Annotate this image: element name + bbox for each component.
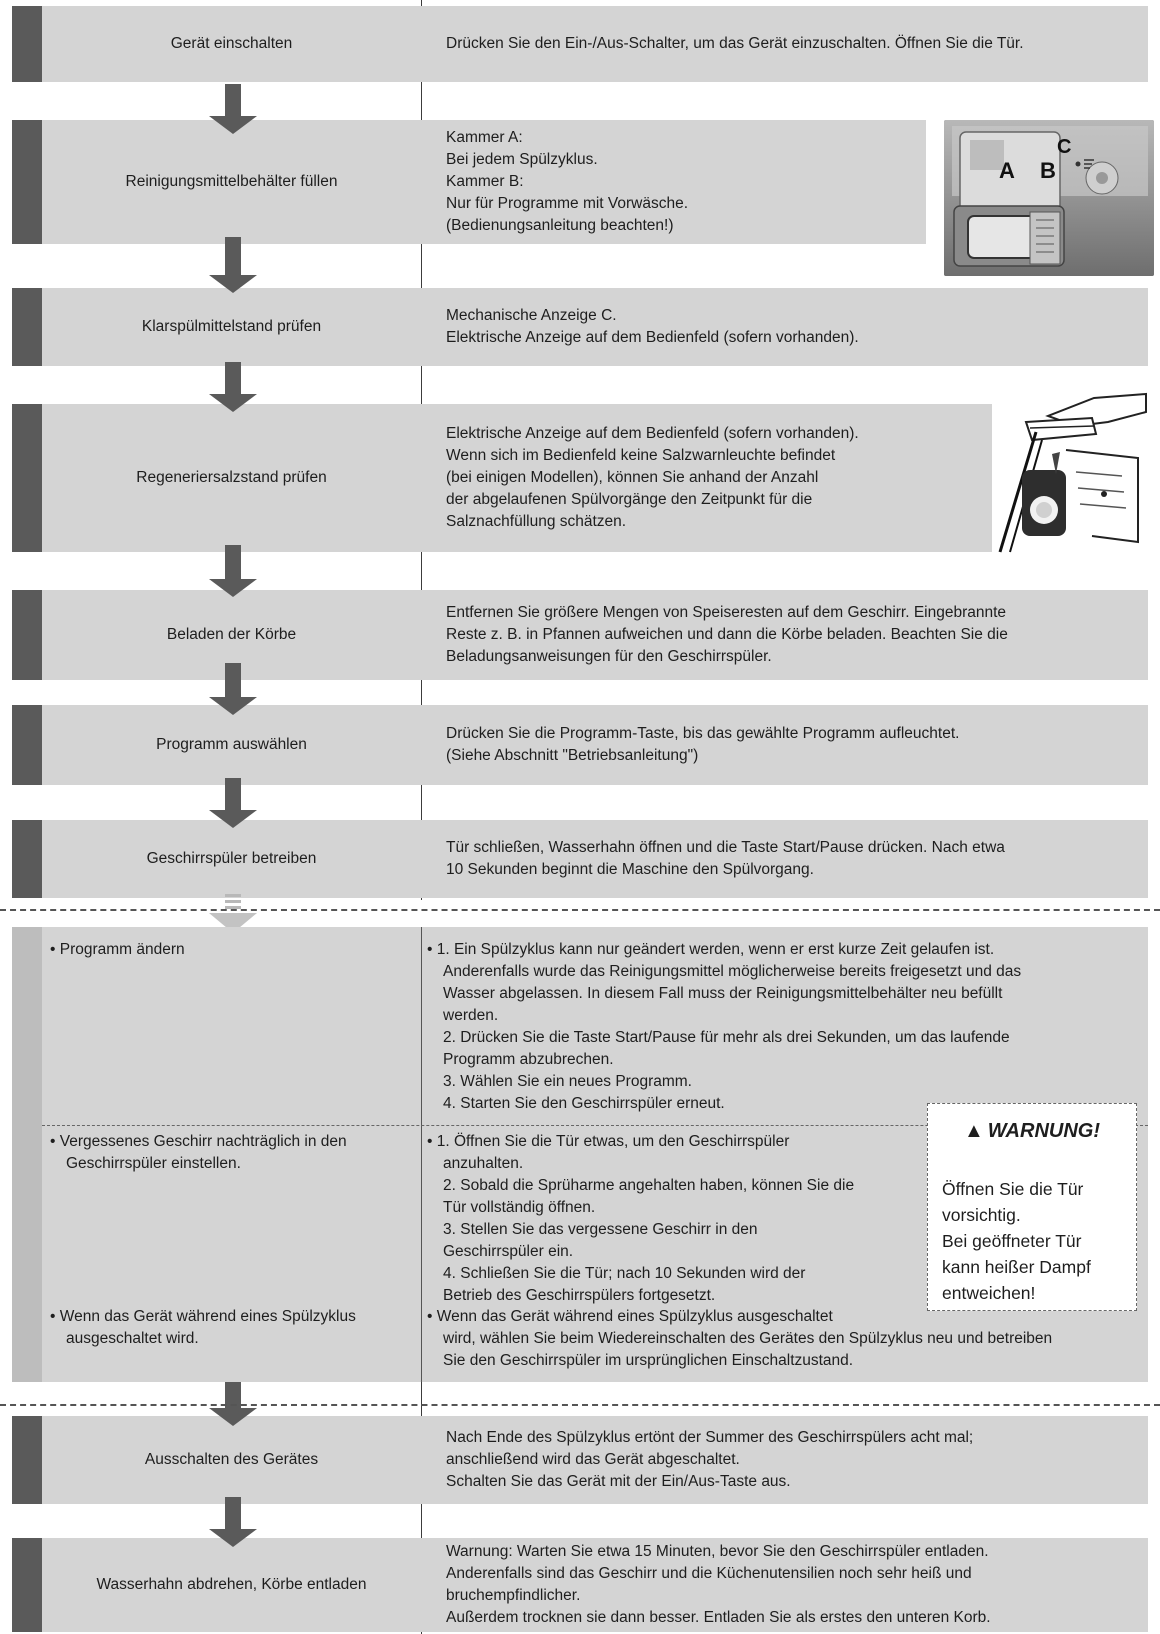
warning-text: Öffnen Sie die Tür vorsichtig. Bei geöffneter Tür kann heißer Dampf entweichen! bbox=[942, 1179, 1091, 1303]
issue-solution: • 1. Öffnen Sie die Tür etwas, um den Geschirrspüler anzuhalten. 2. Sobald die Sprüharme angehalten haben, können Sie die Tür vollständig öffnen. 3. Stellen Sie das vergessene Geschirr in den Geschirrspüler ein. 4. Schließen Sie die Tür; nach 10 Sekunden wird der Betrieb des Geschirrspülers fortgesetzt. bbox=[427, 1131, 913, 1307]
dispenser-illustration bbox=[944, 120, 1154, 276]
section-separator bbox=[0, 909, 1160, 911]
warning-box bbox=[927, 1103, 1137, 1311]
section-separator bbox=[0, 1404, 1160, 1406]
down-arrow-icon bbox=[209, 1497, 257, 1547]
step-row bbox=[12, 1538, 1148, 1632]
step-tab bbox=[12, 1538, 42, 1632]
step-description-text: Warnung: Warten Sie etwa 15 Minuten, bevor Sie den Geschirrspüler entladen. Anderenfalls sind das Geschirr und die Küchenutensilien noch sehr heiß und bruchempfindlicher. Außerdem trocknen sie dann besser. Entladen Sie als erstes den unteren Korb. bbox=[446, 1543, 991, 1626]
step-description bbox=[446, 1538, 1136, 1632]
step-description-text: Tür schließen, Wasserhahn öffnen und die Taste Start/Pause drücken. Nach etwa 10 Sekunden beginnt die Maschine den Spülvorgang. bbox=[446, 839, 1005, 878]
step-description-text: Drücken Sie den Ein-/Aus-Schalter, um das Gerät einzuschalten. Öffnen Sie die Tür. bbox=[446, 35, 1024, 52]
step-row bbox=[12, 820, 1148, 898]
step-label: Geschirrspüler betreiben bbox=[146, 850, 317, 867]
chamber-a-label: A bbox=[999, 158, 1015, 183]
step-description bbox=[446, 6, 1136, 82]
step-row bbox=[12, 1416, 1148, 1504]
step-description bbox=[446, 820, 1136, 898]
salt-refill-sketch bbox=[996, 392, 1150, 556]
issue-title: • Vergessenes Geschirr nachträglich in den Geschirrspüler einstellen. bbox=[50, 1131, 426, 1175]
step-description-text: Elektrische Anzeige auf dem Bedienfeld (sofern vorhanden). Wenn sich im Bedienfeld keine Salzwarnleuchte befindet (bei einigen Modellen), können Sie anhand der Anzahl der abgelaufenen Spülvorgänge den Zeitpunkt für die Salznachfüllung schätzen. bbox=[446, 425, 859, 530]
step-tab bbox=[12, 1416, 42, 1504]
issue-title: • Wenn das Gerät während eines Spülzyklus ausgeschaltet wird. bbox=[50, 1306, 426, 1350]
step-description bbox=[446, 590, 1136, 680]
step-row bbox=[12, 6, 1148, 82]
indicator-c-label: C bbox=[1057, 136, 1072, 158]
step-description bbox=[446, 705, 1136, 785]
step-label: Gerät einschalten bbox=[170, 35, 293, 52]
chamber-b-label: B bbox=[1040, 158, 1056, 183]
step-description bbox=[446, 288, 1136, 366]
step-row bbox=[12, 590, 1148, 680]
down-arrow-icon bbox=[209, 362, 257, 412]
step-label: Programm auswählen bbox=[156, 736, 307, 753]
step-row bbox=[12, 288, 1148, 366]
down-arrow-icon bbox=[209, 545, 257, 597]
step-tab bbox=[12, 6, 42, 82]
step-row bbox=[12, 120, 926, 244]
step-label: Klarspülmittelstand prüfen bbox=[141, 318, 322, 335]
step-label: Beladen der Körbe bbox=[166, 626, 297, 643]
step-row bbox=[12, 404, 992, 552]
step-tab bbox=[12, 404, 42, 552]
issue-solution: • Wenn das Gerät während eines Spülzyklus ausgeschaltet wird, wählen Sie beim Wiedereinschalten des Gerätes den Spülzyklus neu und betreiben Sie den Geschirrspüler im ursprünglichen Einschaltzustand. bbox=[427, 1306, 1143, 1372]
step-tab bbox=[12, 705, 42, 785]
step-tab bbox=[12, 820, 42, 898]
step-tab bbox=[12, 120, 42, 244]
warning-title bbox=[928, 1120, 1136, 1143]
warning-triangle-icon: ▲ bbox=[963, 1120, 984, 1142]
step-description-text: Nach Ende des Spülzyklus ertönt der Summer des Geschirrspülers acht mal; anschließend wird das Gerät abgeschaltet. Schalten Sie das Gerät mit der Ein/Aus-Taste aus. bbox=[446, 1429, 974, 1490]
step-description-text: Entfernen Sie größere Mengen von Speiseresten auf dem Geschirr. Eingebrannte Reste z. B. in Pfannen aufweichen und dann die Körbe beladen. Beachten Sie die Beladungsanweisungen für den Geschirrspüler. bbox=[446, 604, 1008, 665]
step-description bbox=[446, 1416, 1136, 1504]
step-label: Reinigungsmittelbehälter füllen bbox=[125, 173, 338, 190]
step-description bbox=[446, 120, 926, 244]
down-arrow-icon bbox=[209, 84, 257, 134]
step-row bbox=[12, 705, 1148, 785]
salt-refill-illustration bbox=[996, 392, 1150, 556]
step-description-text: Kammer A: Bei jedem Spülzyklus. Kammer B: Nur für Programme mit Vorwäsche. (Bedienungsanleitung beachten!) bbox=[446, 129, 689, 234]
step-tab bbox=[12, 590, 42, 680]
special-cases-tab bbox=[12, 927, 42, 1382]
step-label: Wasserhahn abdrehen, Körbe entladen bbox=[96, 1576, 367, 1593]
down-arrow-icon bbox=[209, 663, 257, 715]
warning-title-text: WARNUNG! bbox=[987, 1120, 1100, 1142]
issue-title: • Programm ändern bbox=[50, 939, 426, 961]
step-tab bbox=[12, 288, 42, 366]
step-description-text: Drücken Sie die Programm-Taste, bis das gewählte Programm aufleuchtet. (Siehe Abschnitt "Betriebsanleitung") bbox=[446, 725, 960, 764]
down-arrow-icon bbox=[209, 1376, 257, 1426]
step-label: Ausschalten des Gerätes bbox=[144, 1451, 319, 1468]
down-arrow-icon bbox=[209, 778, 257, 828]
step-description bbox=[446, 404, 992, 552]
step-description-text: Mechanische Anzeige C. Elektrische Anzeige auf dem Bedienfeld (sofern vorhanden). bbox=[446, 307, 859, 346]
issue-solution: • 1. Ein Spülzyklus kann nur geändert werden, wenn er erst kurze Zeit gelaufen ist. Anderenfalls wurde das Reinigungsmittel möglicherweise bereits freigesetzt und das Wasser abgelassen. In diesem Fall muss der Reinigungsmittelbehälter neu befüllt werden. 2. Drücken Sie die Taste Start/Pause für mehr als drei Sekunden, um das laufende Programm abzubrechen. 3. Wählen Sie ein neues Programm. 4. Starten Sie den Geschirrspüler erneut. bbox=[427, 939, 1143, 1115]
down-arrow-icon bbox=[209, 237, 257, 295]
step-label: Regeneriersalzstand prüfen bbox=[136, 469, 327, 486]
dispenser-photo bbox=[944, 120, 1154, 276]
